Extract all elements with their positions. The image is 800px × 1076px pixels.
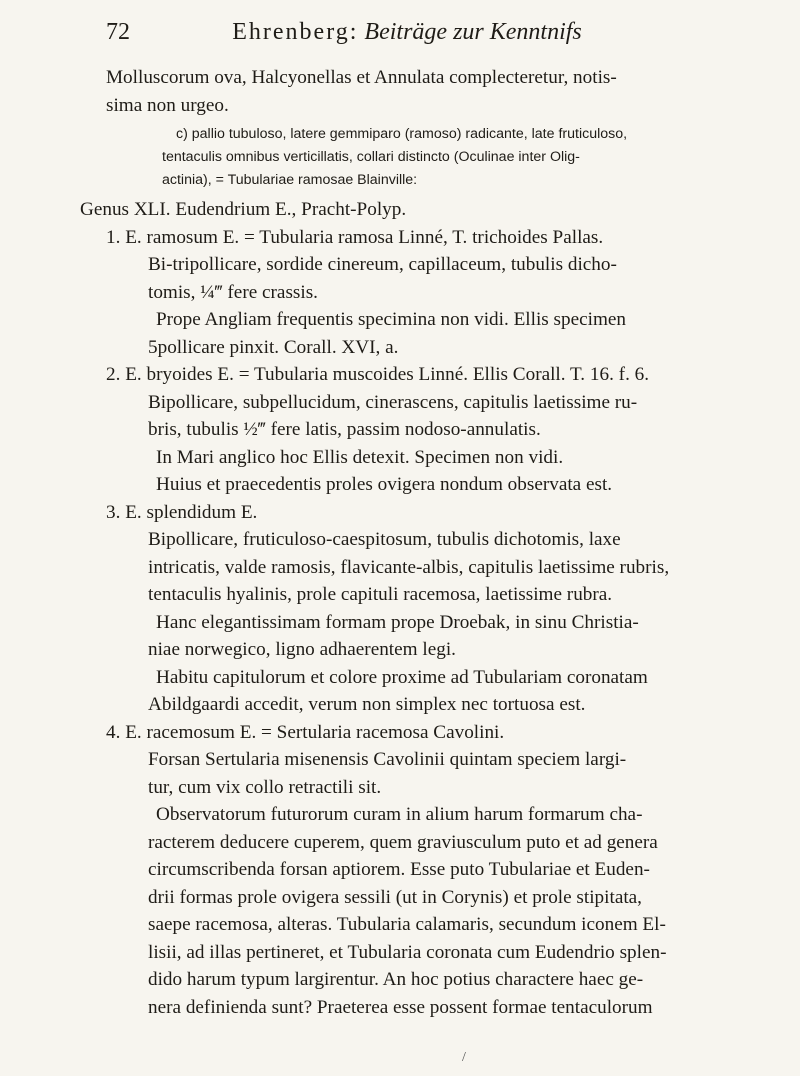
text-line: nera definienda sunt? Praeterea esse possent formae tentaculorum [148,996,653,1018]
footer-mark: / [462,1050,466,1065]
text-line: niae norwegico, ligno adhaerentem legi. [148,639,456,660]
genus-heading: Genus XLI. Eudendrium E., Pracht-Polyp. [80,199,407,220]
small-text-line: actinia), = Tubulariae ramosae Blainville: [162,172,418,188]
text-line: Molluscorum ova, Halcyonellas et Annulata complecteretur, notis- [106,67,617,88]
text-line: dido harum typum largirentur. An hoc potius charactere haec ge- [148,969,644,990]
text-line: Bi-tripollicare, sordide cinereum, capillaceum, tubulis dicho- [148,254,617,275]
species-heading: 2. E. bryoides E. = Tubularia muscoides Linné. Ellis Corall. T. 16. f. 6. [106,364,650,385]
text-line: racterem deducere cuperem, quem graviusculum puto et ad genera [148,831,658,853]
text-line: sima non urgeo. [106,94,229,116]
species-heading: 4. E. racemosum E. = Sertularia racemosa Cavolini. [106,721,505,743]
text-line: Prope Angliam frequentis specimina non vidi. Ellis specimen [156,309,627,330]
text-line: Abildgaardi accedit, verum non simplex nec tortuosa est. [148,694,586,715]
text-line: Huius et praecedentis proles ovigera nondum observata est. [156,474,613,495]
text-line: drii formas prole ovigera sessili (ut in Corynis) et prole stipitata, [148,886,642,908]
page-body [80,64,708,1021]
text-line: tur, cum vix collo retractili sit. [148,776,382,798]
text-line: Habitu capitulorum et colore proxime ad Tubulariam coronatam [156,666,648,688]
text-line: bris, tubulis ½‴ fere latis, passim nodoso-annulatis. [148,419,541,440]
text-line: circumscribenda forsan aptiorem. Esse puto Tubulariae et Euden- [148,859,650,880]
running-book-title: Beiträge zur Kenntnifs [364,19,582,45]
text-line: Bipollicare, fruticuloso-caespitosum, tubulis dichotomis, laxe [148,529,621,550]
text-line: saepe racemosa, alteras. Tubularia calamaris, secundum iconem El- [148,914,666,935]
text-line: Bipollicare, subpellucidum, cinerascens, capitulis laetissime ru- [148,391,638,413]
text-line: Observatorum futurorum curam in alium harum formarum cha- [156,804,643,825]
species-heading: 3. E. splendidum E. [106,501,258,523]
text-line: tomis, ¼‴ fere crassis. [148,281,318,303]
small-text-line: tentaculis omnibus verticillatis, collari distincto (Oculinae inter Olig- [162,149,580,165]
page-number: 72 [106,19,130,45]
text-line: tentaculis hyalinis, prole capituli racemosa, laetissime rubra. [148,584,613,605]
text-line: Forsan Sertularia misenensis Cavolinii quintam speciem largi- [148,749,627,770]
small-text-line: c) pallio tubuloso, latere gemmiparo (ramoso) radicante, late fruticuloso, [176,126,628,142]
text-line: 5pollicare pinxit. Corall. XVI, a. [148,336,399,358]
species-heading: 1. E. ramosum E. = Tubularia ramosa Linné, T. trichoides Pallas. [106,226,604,248]
text-line: lisii, ad illas pertineret, et Tubularia coronata cum Eudendrio splen- [148,941,667,963]
text-line: In Mari anglico hoc Ellis detexit. Specimen non vidi. [156,446,564,468]
running-title [106,14,708,50]
text-line: Hanc elegantissimam formam prope Droebak, in sinu Christia- [156,611,639,633]
text-line: intricatis, valde ramosis, flavicante-albis, capitulis laetissime rubris, [148,556,670,578]
running-header [106,14,708,50]
running-author: Ehrenberg: [232,19,359,45]
